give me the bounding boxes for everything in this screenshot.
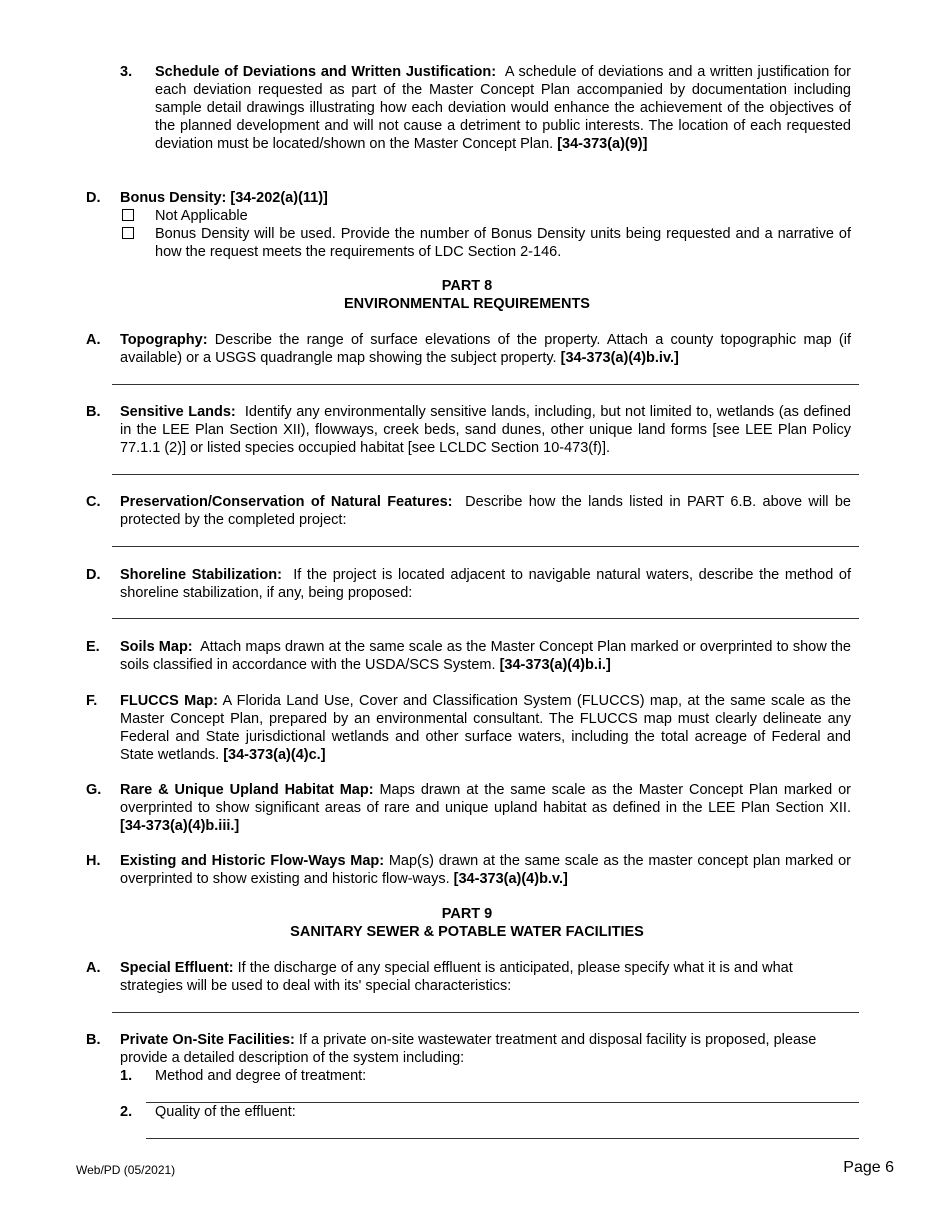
topography-answer-line[interactable]	[112, 384, 859, 385]
part9-title: PART 9	[441, 906, 493, 922]
shoreline-paragraph	[120, 566, 851, 602]
soils-map-ref: [34-373(a)(4)b.i.]	[499, 657, 611, 673]
item-3-number: 3.	[120, 64, 133, 80]
soils-map-heading: Soils Map:	[120, 639, 193, 655]
part8-e-letter: E.	[86, 639, 100, 655]
sensitive-lands-heading: Sensitive Lands:	[120, 404, 236, 420]
private-facilities-heading: Private On-Site Facilities:	[120, 1032, 295, 1048]
habitat-map-body: Maps drawn at the same scale as the Master Concept Plan marked or overprinted to show significant areas of rare and unique upland habitat as defined in the LEE Plan Section XII.	[120, 782, 851, 816]
preservation-body: Describe how the lands listed in PART 6.B. above will be protected by the completed project:	[120, 494, 851, 528]
preservation-answer-line[interactable]	[112, 546, 859, 547]
part8-h-letter: H.	[86, 853, 101, 869]
topography-body: Describe the range of surface elevations of the property. Attach a county topographic map (if available) or a USGS quadrangle map showing the subject property.	[120, 332, 852, 366]
fluccs-paragraph	[120, 692, 851, 764]
soils-map-body: Attach maps drawn at the same scale as the Master Concept Plan marked or overprinted to show the soils classified in accordance with the USDA/SCS System.	[120, 639, 851, 673]
part8-c-letter: C.	[86, 494, 101, 510]
part9-a-letter: A.	[86, 960, 101, 976]
private-facilities-body: If a private on-site wastewater treatment and disposal facility is proposed, please provide a detailed description of the system including:	[120, 1032, 817, 1066]
special-effluent-paragraph	[120, 959, 851, 995]
special-effluent-answer-line[interactable]	[112, 1012, 859, 1013]
habitat-map-heading: Rare & Unique Upland Habitat Map:	[120, 782, 374, 798]
footer-page-number: Page 6	[843, 1159, 894, 1176]
part8-title: PART 8	[441, 278, 493, 294]
fluccs-ref: [34-373(a)(4)c.]	[223, 747, 326, 763]
part8-b-letter: B.	[86, 404, 101, 420]
fluccs-heading: FLUCCS Map:	[120, 693, 218, 709]
flow-ways-ref: [34-373(a)(4)b.v.]	[453, 871, 568, 887]
part8-a-letter: A.	[86, 332, 101, 348]
special-effluent-body: If the discharge of any special effluent is anticipated, please specify what it is and what strategies will be used to deal with its' special characteristics:	[120, 960, 793, 994]
topography-heading: Topography:	[120, 332, 208, 348]
part8-f-letter: F.	[86, 693, 98, 709]
deviations-body: A schedule of deviations and a written justification for each deviation requested as part of the Master Concept Plan accompanied by documentation including sample detail drawings illustrating how each deviation would enhance the achievement of the objectives of the planned development and will not cause a detriment to public interests. The location of each requested deviation must be located/shown on the Master Concept Plan.	[155, 64, 851, 152]
special-effluent-heading: Special Effluent:	[120, 960, 234, 976]
subitem-2-answer-line[interactable]	[146, 1138, 859, 1139]
sensitive-lands-paragraph	[120, 403, 851, 457]
preservation-paragraph	[120, 493, 851, 529]
subitem-2-number: 2.	[120, 1104, 133, 1120]
topography-paragraph	[120, 331, 851, 367]
not-applicable-label: Not Applicable	[155, 208, 248, 224]
habitat-map-ref: [34-373(a)(4)b.iii.]	[120, 818, 240, 834]
sensitive-lands-answer-line[interactable]	[112, 474, 859, 475]
topography-ref: [34-373(a)(4)b.iv.]	[560, 350, 679, 366]
deviations-paragraph	[155, 63, 851, 153]
flow-ways-heading: Existing and Historic Flow-Ways Map:	[120, 853, 385, 869]
bonus-density-heading: Bonus Density: [34-202(a)(11)]	[120, 190, 328, 206]
private-facilities-paragraph	[120, 1031, 851, 1067]
habitat-map-paragraph	[120, 781, 851, 835]
flow-ways-body: Map(s) drawn at the same scale as the master concept plan marked or overprinted to show existing and historic flow-ways.	[120, 853, 851, 887]
flow-ways-paragraph	[120, 852, 851, 888]
sensitive-lands-body: Identify any environmentally sensitive lands, including, but not limited to, wetlands (as defined in the LEE Plan Section XII), flowways, creek beds, sand dunes, other unique land forms [see LEE Plan Policy 77.1.1 (2)] or listed species occupied habitat [see LCLDC Section 10-473(f)].	[120, 404, 851, 456]
deviations-heading: Schedule of Deviations and Written Justification:	[155, 64, 497, 80]
shoreline-answer-line[interactable]	[112, 618, 859, 619]
part8-subtitle: ENVIRONMENTAL REQUIREMENTS	[344, 296, 590, 312]
soils-map-paragraph	[120, 638, 851, 674]
bonus-density-used-checkbox[interactable]	[122, 227, 134, 239]
fluccs-body: A Florida Land Use, Cover and Classification System (FLUCCS) map, at the same scale as the Master Concept Plan, prepared by an environmental consultant. The FLUCCS map must clearly delineate any Federal and State jurisdictional wetlands and other surface waters, including the total acreage of Federal and State wetlands.	[120, 693, 851, 763]
part9-b-letter: B.	[86, 1032, 101, 1048]
part8-d-letter: D.	[86, 567, 101, 583]
preservation-heading: Preservation/Conservation of Natural Features:	[120, 494, 453, 510]
part9-subtitle: SANITARY SEWER & POTABLE WATER FACILITIES	[290, 924, 644, 940]
bonus-density-letter: D.	[86, 190, 101, 206]
shoreline-body: If the project is located adjacent to navigable natural waters, describe the method of shoreline stabilization, if any, being proposed:	[120, 567, 851, 601]
shoreline-heading: Shoreline Stabilization:	[120, 567, 282, 583]
not-applicable-checkbox[interactable]	[122, 209, 134, 221]
subitem-2-text: Quality of the effluent:	[155, 1104, 296, 1120]
bonus-density-used-label: Bonus Density will be used. Provide the number of Bonus Density units being requested and a narrative of how the request meets the requirements of LDC Section 2-146.	[155, 226, 851, 260]
deviations-ref: [34-373(a)(9)]	[557, 136, 648, 152]
subitem-1-text: Method and degree of treatment:	[155, 1068, 367, 1084]
subitem-1-number: 1.	[120, 1068, 133, 1084]
part8-g-letter: G.	[86, 782, 102, 798]
footer-form-id: Web/PD (05/2021)	[76, 1163, 176, 1177]
